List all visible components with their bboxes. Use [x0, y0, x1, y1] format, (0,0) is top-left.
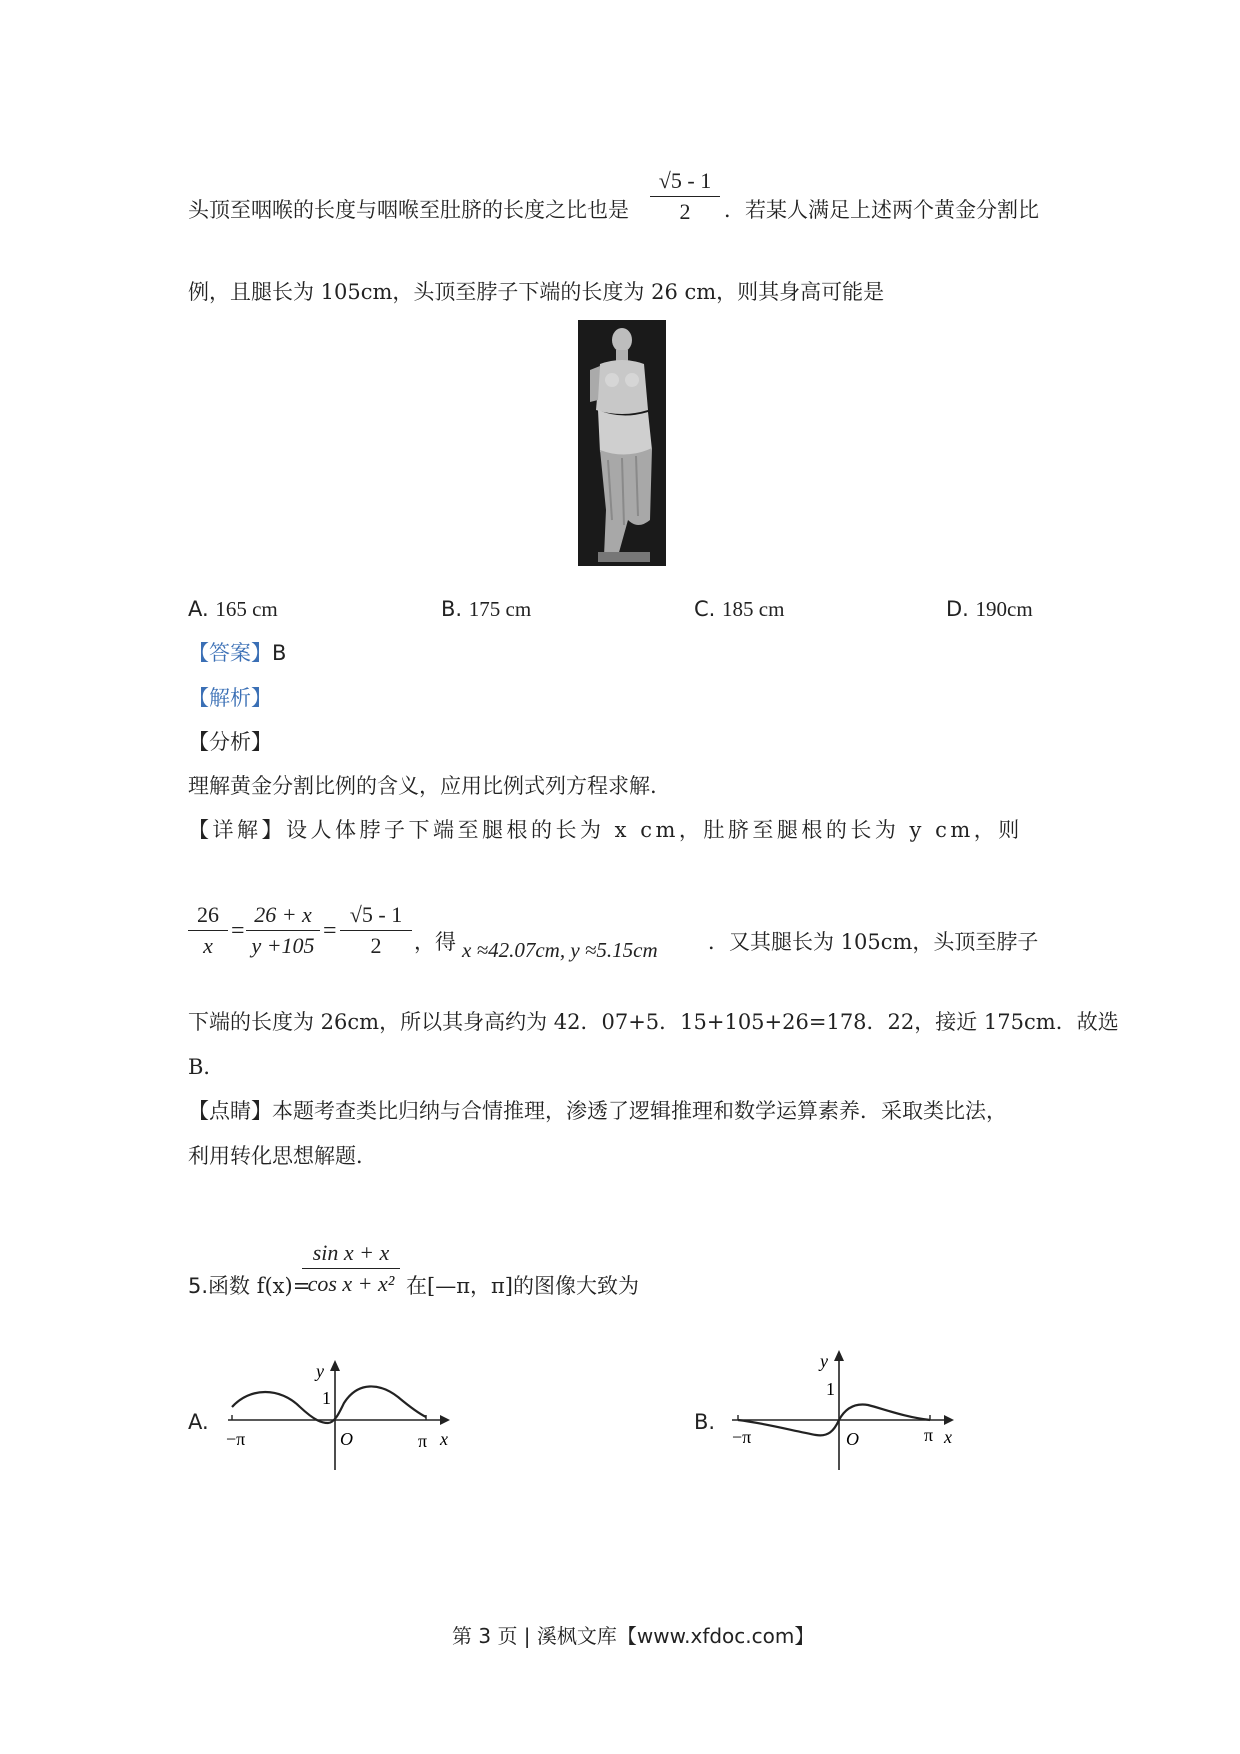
q4-option-a	[188, 595, 278, 623]
eq-frac-3-num: √5 - 1	[349, 902, 403, 927]
choose-b-line: B．	[188, 1055, 225, 1079]
analysis-label: 【解析】	[188, 686, 272, 710]
q4-line1	[188, 196, 629, 224]
detail-label: 【详解】	[188, 818, 286, 842]
q4-option-c	[694, 595, 784, 623]
graph-b-pi-label: π	[924, 1425, 934, 1445]
page-footer: 第 3 页 | 溪枫文库【www.xfdoc.com】	[452, 1624, 815, 1648]
q4-option-c-letter: C.	[694, 597, 716, 621]
q5-frac-bar	[302, 1268, 400, 1269]
graph-a-one-label: 1	[322, 1388, 331, 1408]
eq-frac-2-num: 26 + x	[254, 902, 312, 927]
graph-a-origin-label: O	[340, 1429, 353, 1449]
graph-b-origin-label: O	[846, 1429, 859, 1449]
venus-statue-image	[578, 320, 666, 566]
answer-label: 【答案】	[188, 641, 272, 665]
eq-tail: ．又其腿长为 105cm，头顶至脖子	[708, 930, 1039, 954]
graph-b-x-label: x	[944, 1427, 952, 1447]
detail-line	[188, 816, 1048, 844]
eq-sign-2: =	[323, 918, 337, 944]
answer-line	[188, 639, 286, 667]
eq-frac-2-den: y +105	[251, 933, 315, 958]
q4-frac-bar	[650, 196, 720, 197]
graph-b	[724, 1345, 964, 1475]
eq-frac-2	[246, 902, 320, 959]
graph-b-letter: B.	[694, 1410, 716, 1434]
q4-option-b-text: 175 cm	[468, 597, 532, 621]
q4-frac-den: 2	[679, 199, 691, 224]
eq-frac-1-den: x	[203, 933, 213, 958]
q5-text1: 函数 f(x)=	[208, 1274, 311, 1298]
fenxi-label: 【分析】	[188, 730, 272, 754]
graph-a-negpi-label: −π	[226, 1429, 246, 1449]
q4-option-d	[946, 595, 1033, 623]
dianjing-line	[188, 1097, 1007, 1125]
eq-frac-1-bar	[188, 930, 228, 931]
eq-frac-1-num: 26	[197, 902, 219, 927]
graph-a	[220, 1355, 460, 1475]
eq-sign-1: =	[231, 918, 245, 944]
q4-frac-num: √5 - 1	[658, 168, 712, 193]
q4-option-a-text: 165 cm	[215, 597, 278, 621]
q5-frac-num: sin x + x	[312, 1240, 390, 1265]
q4-fraction	[650, 168, 720, 225]
eq-result: x ≈42.07cm, y ≈5.15cm	[462, 938, 658, 962]
graph-b-one-label: 1	[826, 1379, 835, 1399]
q5-frac-den: cos x + x²	[307, 1271, 395, 1296]
fenxi-text: 理解黄金分割比例的含义，应用比例式列方程求解.	[188, 774, 657, 798]
dianjing-text: 本题考查类比归纳与合情推理，渗透了逻辑推理和数学运算素养．采取类比法，	[272, 1099, 1007, 1123]
q5-stem	[188, 1272, 310, 1300]
eq-frac-3-bar	[340, 930, 412, 931]
q4-line2: 例，且腿长为 105cm，头顶至脖子下端的长度为 26 cm，则其身高可能是	[188, 280, 885, 304]
graph-a-y-label: y	[316, 1361, 324, 1381]
eq-frac-1	[188, 902, 228, 959]
q5-number: 5.	[188, 1274, 209, 1298]
eq-get: ，得	[414, 930, 456, 954]
q4-option-d-text: 190cm	[975, 597, 1033, 621]
q5-text2: 在[—π，π]的图像大致为	[406, 1274, 639, 1298]
dianjing-line-2: 利用转化思想解题．	[188, 1144, 377, 1168]
answer-value: B	[272, 641, 287, 665]
eq-frac-3-den: 2	[370, 933, 382, 958]
graph-b-negpi-label: −π	[732, 1427, 752, 1447]
q4-option-d-letter: D.	[946, 597, 969, 621]
eq-frac-3	[340, 902, 412, 959]
graph-a-letter: A.	[188, 1410, 209, 1434]
q4-option-b-letter: B.	[441, 597, 463, 621]
detail-text: 设人体脖子下端至腿根的长为 x cm，肚脐至腿根的长为 y cm，则	[286, 818, 1023, 842]
graph-a-pi-label: π	[418, 1431, 428, 1451]
q4-line1-tail: ．若某人满足上述两个黄金分割比	[724, 198, 1039, 222]
q5-fraction	[302, 1240, 400, 1297]
q4-option-a-letter: A.	[188, 597, 209, 621]
q4-option-c-text: 185 cm	[722, 597, 785, 621]
calc-line: 下端的长度为 26cm，所以其身高约为 42．07+5．15+105+26=178．22，接近 175cm．故选	[188, 1010, 1119, 1034]
graph-b-y-label: y	[820, 1351, 828, 1371]
graph-a-x-label: x	[440, 1429, 448, 1449]
q4-line1-text: 头顶至咽喉的长度与咽喉至肚脐的长度之比也是	[188, 198, 629, 222]
dianjing-label: 【点睛】	[188, 1099, 272, 1123]
q4-option-b	[441, 595, 531, 623]
eq-frac-2-bar	[246, 930, 320, 931]
